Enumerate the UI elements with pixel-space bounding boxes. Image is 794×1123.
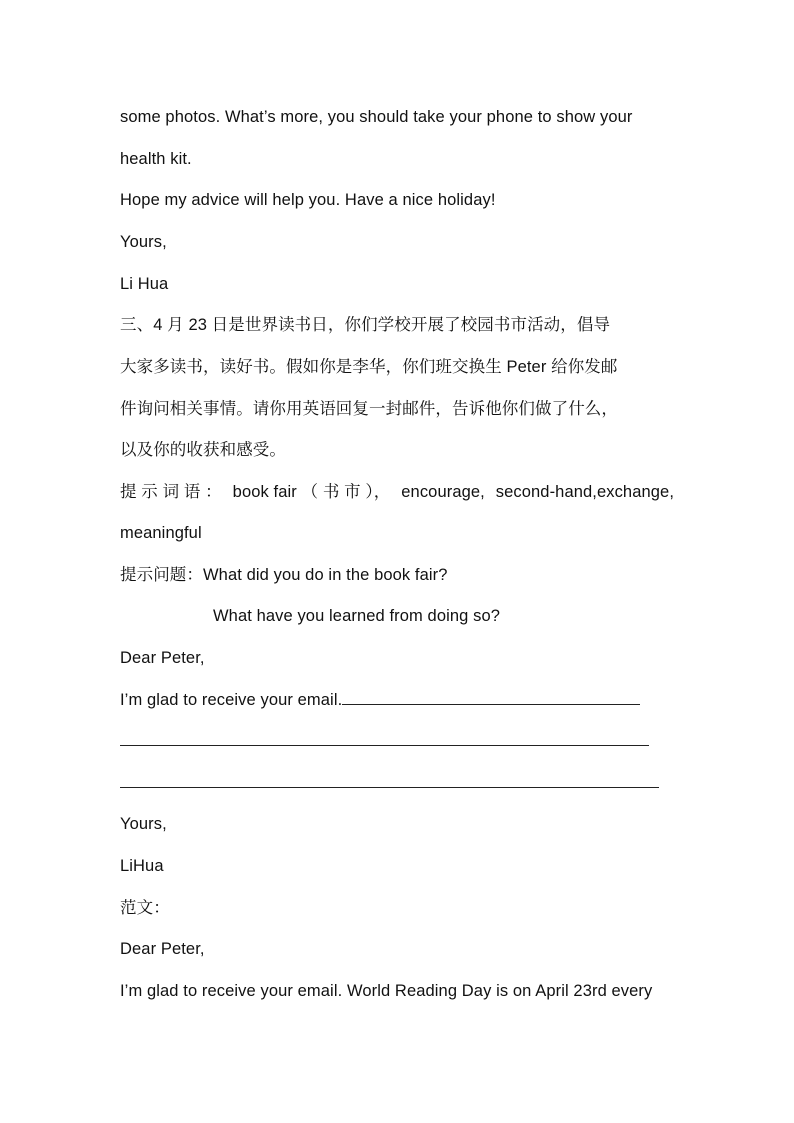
task-three-line-2: 大家多读书，读好书。假如你是李华，你们班交换生 Peter 给你发邮 [120, 358, 618, 376]
letter-line-hope: Hope my advice will help you. Have a nice holiday! [120, 191, 496, 209]
task-three-line-3: 件询问相关事情。请你用英语回复一封邮件，告诉他你们做了什么， [120, 400, 618, 418]
letter-greeting: Dear Peter, [120, 649, 205, 667]
answer-blank [120, 773, 659, 788]
hint-question-2: What have you learned from doing so? [213, 607, 501, 625]
opening-text: I’m glad to receive your email. [120, 691, 343, 709]
answer-blank [120, 731, 649, 746]
hint-word-book-fair: book fair （ 书 市 ）， [232, 483, 391, 501]
answer-blank-line-2 [120, 772, 659, 794]
model-essay-heading: 范文： [120, 899, 170, 917]
hint-word-meaningful: meaningful [120, 524, 202, 542]
hint-words-line [120, 481, 674, 503]
task-three-line-4: 以及你的收获和感受。 [120, 441, 286, 459]
letter-opening-line [120, 689, 640, 711]
model-first-line: I’m glad to receive your email. World Reading Day is on April 23rd every [120, 982, 653, 1000]
answer-blank [342, 690, 640, 705]
letter-closing: Yours, [120, 233, 167, 251]
answer-signature: LiHua [120, 857, 164, 875]
hint-word-second-hand: second-hand,exchange, [495, 483, 674, 501]
letter-signature: Li Hua [120, 275, 169, 293]
model-greeting: Dear Peter, [120, 940, 205, 958]
task-three-line-1: 三、4 月 23 日是世界读书日，你们学校开展了校园书市活动，倡导 [120, 316, 611, 334]
letter-line-photos: some photos. What’s more, you should take your phone to show your [120, 108, 633, 126]
answer-closing: Yours, [120, 815, 167, 833]
letter-line-health-kit: health kit. [120, 150, 192, 168]
hint-words-label: 提 示 词 语 ： [120, 483, 222, 501]
hint-word-encourage: encourage, [401, 483, 485, 501]
answer-blank-line-1 [120, 730, 649, 752]
hint-question-1: 提示问题：What did you do in the book fair? [120, 566, 448, 584]
